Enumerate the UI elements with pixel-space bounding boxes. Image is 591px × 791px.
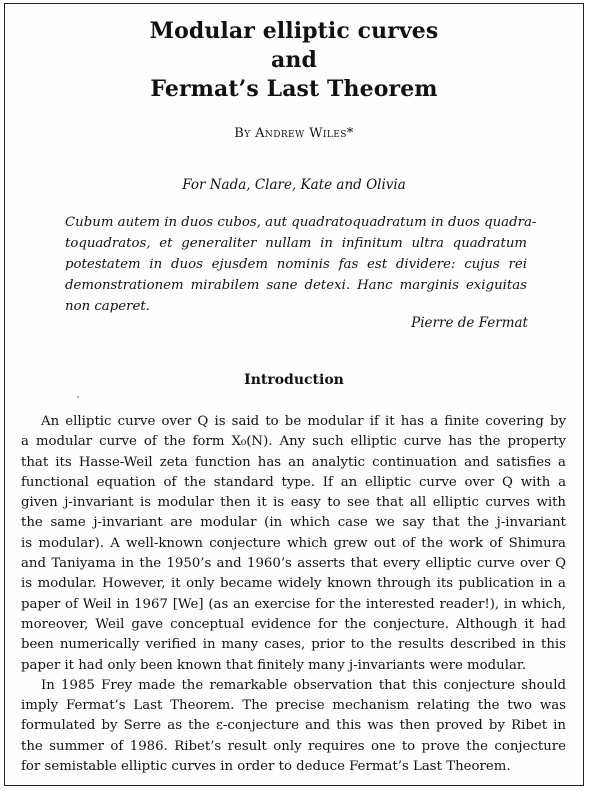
- body-text: [21, 412, 566, 777]
- body-line: imply Fermat’s Last Theorem. The precise mechanism relating the two was: [21, 698, 566, 714]
- body-line: that its Hasse-Weil zeta function has an analytic continuation and satisfies a: [21, 454, 566, 470]
- author-name: Andrew Wiles*: [255, 126, 354, 141]
- body-line: and Taniyama in the 1950’s and 1960’s asserts that every elliptic curve over Q: [21, 556, 566, 572]
- body-line: functional equation of the standard type. If an elliptic curve over Q with a: [21, 474, 566, 490]
- epigraph-line: non caperet.: [65, 299, 150, 314]
- epigraph-line: demonstrationem mirabilem sane detexi. Hanc marginis exiguitas: [65, 278, 527, 293]
- paper-title-line-3: Fermat’s Last Theorem: [150, 76, 438, 102]
- epigraph-line: Cubum autem in duos cubos, aut quadratoquadratum in duos quadra-: [65, 215, 537, 230]
- body-line: formulated by Serre as the ε-conjecture and this was then proved by Ribet in: [21, 718, 566, 734]
- body-line: for semistable elliptic curves in order to deduce Fermat’s Last Theorem.: [21, 759, 511, 775]
- body-line: the summer of 1986. Ribet’s result only requires one to prove the conjecture: [21, 738, 566, 754]
- body-line: been numerically verified in many cases, prior to the results described in this: [21, 637, 566, 653]
- paper-page: [4, 3, 584, 786]
- body-line: moreover, Weil gave conceptual evidence for the conjecture. Although it had: [21, 616, 566, 632]
- author-by: By: [234, 126, 251, 141]
- body-line: a modular curve of the form X₀(N). Any such elliptic curve has the property: [21, 434, 566, 450]
- paper-title-line-2: and: [271, 47, 317, 73]
- body-line: paper it had only been known that finitely many j-invariants were modular.: [21, 657, 527, 673]
- section-heading: Introduction: [244, 372, 344, 388]
- scan-speck: [77, 396, 79, 398]
- body-line: given j-invariant is modular then it is easy to see that all elliptic curves with: [21, 495, 566, 511]
- epigraph-attribution: Pierre de Fermat: [411, 315, 528, 331]
- body-line: paper of Weil in 1967 [We] (as an exercise for the interested reader!), in which,: [21, 596, 566, 612]
- epigraph: [65, 212, 537, 317]
- body-line: is modular. However, it only became widely known through its publication in a: [21, 576, 566, 592]
- body-line: is modular). A well-known conjecture which grew out of the work of Shimura: [21, 535, 566, 551]
- body-line: An elliptic curve over Q is said to be modular if it has a finite covering by: [41, 414, 566, 429]
- epigraph-line: toquadratos, et generaliter nullam in infinitum ultra quadratum: [65, 236, 527, 251]
- dedication: For Nada, Clare, Kate and Olivia: [182, 177, 406, 193]
- paper-title-line-1: Modular elliptic curves: [149, 18, 439, 44]
- body-line: In 1985 Frey made the remarkable observation that this conjecture should: [41, 677, 566, 693]
- body-line: the same j-invariant are modular (in which case we say that the j-invariant: [21, 515, 566, 531]
- epigraph-line: potestatem in duos ejusdem nominis fas est dividere: cujus rei: [65, 257, 527, 272]
- author-line: [5, 126, 583, 141]
